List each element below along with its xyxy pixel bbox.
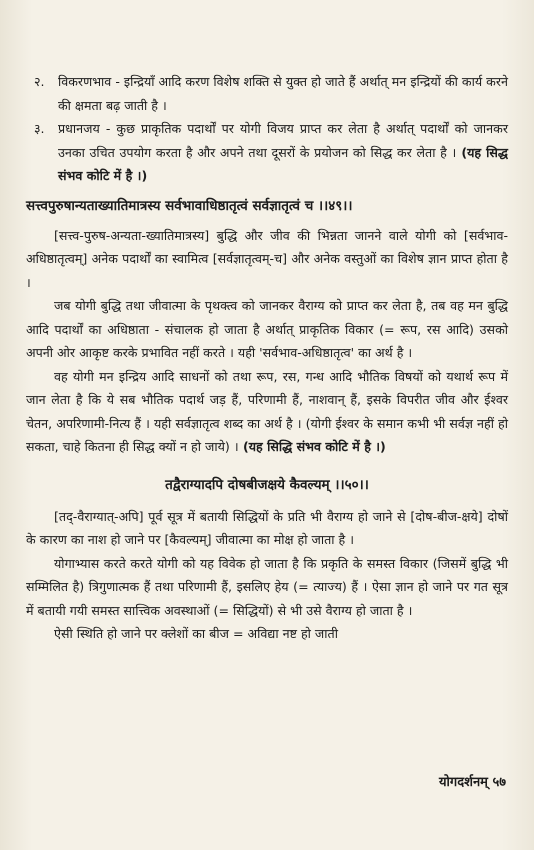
- list-item-pradhanajaya: [26, 117, 508, 188]
- list-item-vikaranabhava: [26, 70, 508, 117]
- item-desc: - कुछ प्राकृतिक पदार्थों पर योगी विजय प्राप्त कर लेता है अर्थात् पदार्थों को जानकर उनका उचित उपयोग करता है और अपने तथा दूसरों के प्रयोजन को सिद्ध कर लेता है ।: [58, 121, 508, 160]
- page-footer: योगदर्शनम् ५७: [438, 775, 506, 790]
- paragraph-49-2: जब योगी बुद्धि तथा जीवात्मा के पृथक्त्व को जानकर वैराग्य को प्राप्त कर लेता है, तब वह मन बुद्धि आदि पदार्थों का अधिष्ठाता - संचालक हो जाता है अर्थात् प्राकृतिक विकार (= रूप, रस आदि) उसको अपनी ओर आकृष्ट करके प्रभावित नहीं करते । यही 'सर्वभाव-अधिष्ठातृत्व' का अर्थ है ।: [26, 298, 508, 360]
- paragraph-text: वह योगी मन इन्द्रिय आदि साधनों को तथा रूप, रस, गन्ध आदि भौतिक विषयों को यथार्थ रूप में जान लेता है कि ये सब भौतिक पदार्थ जड़ हैं, परिणामी हैं, नाशवान् हैं, इसके विपरीत जीव और ईश्वर चेतन, अपरिणामी-नित्य हैं । यही सर्वज्ञातृत्व शब्द का अर्थ है । (योगी ईश्वर के समान कभी भी सर्वज्ञ नहीं हो सकता, चाहे कितना ही सिद्ध क्यों न हो जाये) ।: [26, 368, 508, 454]
- item-note: (यह सिद्ध संभव कोटि में है ।): [58, 144, 508, 183]
- sutra-49-heading: सत्त्वपुरुषान्यताख्यातिमात्रस्य सर्वभावाधिष्ठातृत्वं सर्वज्ञातृत्वं च ।।४९।।: [26, 197, 353, 214]
- item-number: २.: [34, 74, 45, 89]
- item-desc: - इन्द्रियाँ आदि करण विशेष शक्ति से युक्त हो जाते हैं अर्थात् मन इन्द्रियों की कार्य करने की क्षमता बढ़ जाती है ।: [58, 74, 508, 113]
- paragraph-49-1: [सत्त्व-पुरुष-अन्यता-ख्यातिमात्रस्य] बुद्धि और जीव की भिन्नता जानने वाले योगी को [सर्वभाव-अधिष्ठातृत्वम्] अनेक पदार्थों का स्वामित्व [सर्वज्ञातृत्वम्-च] और अनेक वस्तुओं का विशेष ज्ञान प्राप्त होता है ।: [26, 227, 508, 290]
- paragraph-50-3: ऐसी स्थिति हो जाने पर क्लेशों का बीज = अविद्या नष्ट हो जाती: [54, 626, 338, 641]
- paragraph-50-1: [तद्-वैराग्यात्-अपि] पूर्व सूत्र में बतायी सिद्धियों के प्रति भी वैराग्य हो जाने से [दोष-बीज-क्षये] दोषों के कारण का नाश हो जाने पर [कैवल्यम्] जीवात्मा का मोक्ष हो जाता है ।: [26, 508, 508, 547]
- item-text: [58, 70, 508, 117]
- item-text: [58, 117, 508, 188]
- item-term: विकरणभाव: [58, 74, 112, 89]
- item-number: ३.: [34, 121, 45, 136]
- item-term: प्रधानजय: [58, 121, 100, 136]
- sutra-50-heading: तद्वैराग्यादपि दोषबीजक्षये कैवल्यम् ।।५०।।: [165, 476, 369, 493]
- paragraph-note: (यह सिद्धि संभव कोटि में है ।): [238, 439, 386, 454]
- paragraph-49-3: [26, 365, 508, 459]
- paragraph-50-2: योगाभ्यास करते करते योगी को यह विवेक हो जाता है कि प्रकृति के समस्त विकार (जिसमें बुद्धि भी सम्मिलित है) त्रिगुणात्मक हैं तथा परिणामी हैं, इसलिए हेय (= त्याज्य) हैं । ऐसा ज्ञान हो जाने पर गत सूत्र में बतायी गयी समस्त सात्त्विक अवस्थाओं (= सिद्धियों) से भी उसे वैराग्य हो जाता है ।: [26, 555, 508, 618]
